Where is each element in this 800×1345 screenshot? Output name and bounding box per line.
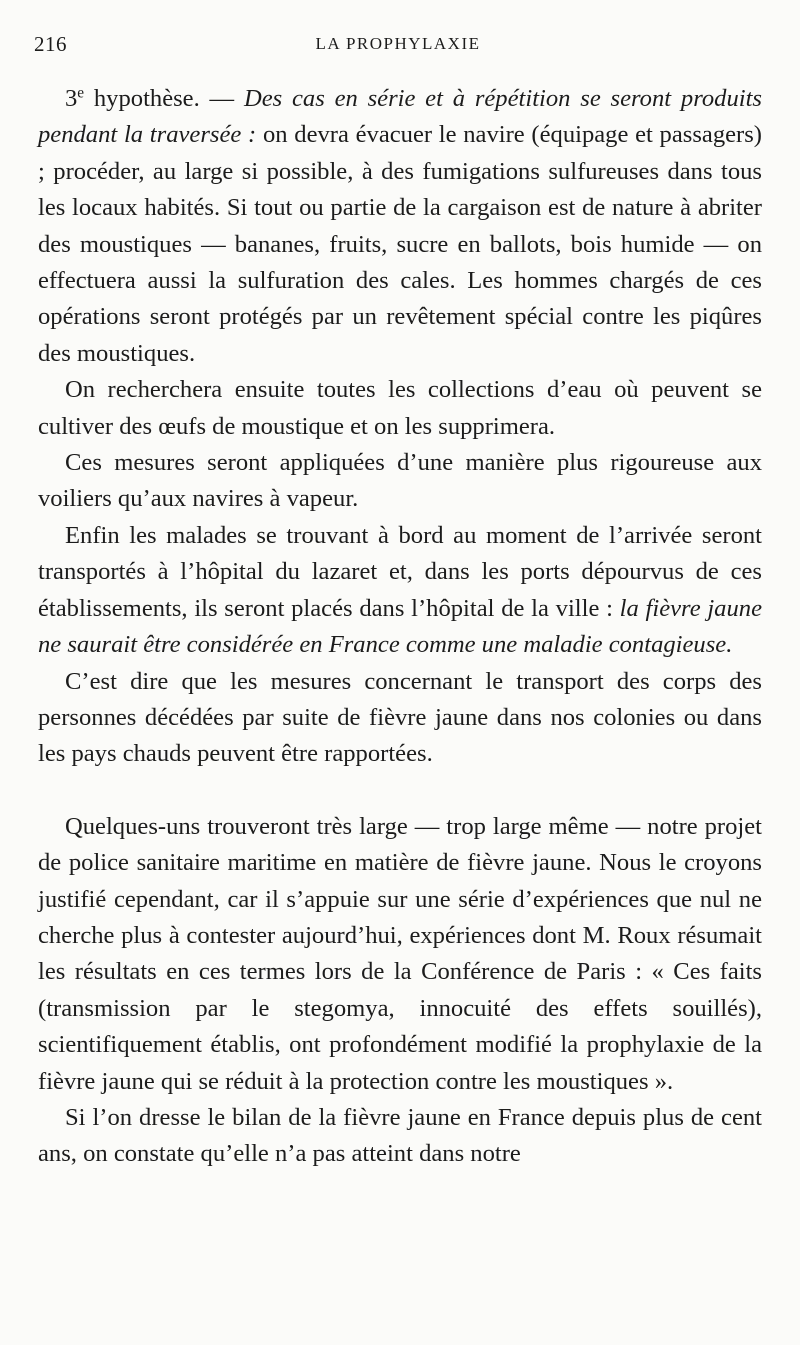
running-head (34, 32, 762, 60)
paragraph-text: Quelques-uns trouveront très large — trop large même — notre projet de police sanitaire maritime en matière de fièvre jaune. Nous le croyons justifié cependant, car il s’appuie sur une série d’expériences que nul ne cherche plus à contester aujourd’hui, expériences dont M. Roux résumait les résultats en ces termes lors de la Conférence de Paris : « Ces faits (transmission par le stegomya, innocuité des effets souillés), scientifiquement établis, ont profondément modifié la prophylaxie de la fièvre jaune qui se réduit à la protection contre les moustiques ». (38, 812, 762, 1095)
ordinal-suffix: e (77, 84, 85, 102)
paragraph-corpse-measures (38, 664, 762, 773)
paragraph-sailing-ships (38, 445, 762, 518)
hypothesis-label: hypothèse. — (84, 85, 244, 112)
paragraph-balance-sheet (38, 1100, 762, 1173)
paragraph-text: Si l’on dresse le bilan de la fièvre jaune en France depuis plus de cent ans, on constate qu’elle n’a pas atteint dans notre (38, 1103, 762, 1168)
body-text (38, 81, 762, 1173)
paragraph-text: C’est dire que les mesures concernant le transport des corps des personnes décédées par suite de fièvre jaune dans nos colonies ou dans les pays chauds peuvent être rapportées. (38, 667, 762, 768)
paragraph-sanitary-policy (38, 809, 762, 1100)
page-number: 216 (34, 32, 67, 56)
hypothesis-statement: Des cas en série et à répétition se seront produits pendant la traversée : (38, 85, 762, 149)
paragraph-patients-transport (38, 518, 762, 664)
running-title: LA PROPHYLAXIE (315, 34, 481, 53)
paragraph-water-collections (38, 372, 762, 445)
emphasized-conclusion: la fièvre jaune ne saurait être considérée en France comme une maladie contagieuse. (38, 594, 762, 659)
paragraph-text: on devra évacuer le navire (équipage et passagers) ; procéder, au large si possible, à des fumigations sulfureuses dans tous les locaux habités. Si tout ou partie de la cargaison est de nature à abriter des moustiques — bananes, fruits, sucre en ballots, bois humide — on effectuera aussi la sulfuration des cales. Les hommes chargés de ces opérations seront protégés par un revêtement spécial contre les piqûres des moustiques. (38, 121, 762, 367)
hypothesis-number: 3 (65, 85, 78, 112)
paragraph-text: Ces mesures seront appliquées d’une manière plus rigoureuse aux voiliers qu’aux navires à vapeur. (38, 449, 762, 513)
paragraph-text: On recherchera ensuite toutes les collections d’eau où peuvent se cultiver des œufs de moustique et on les supprimera. (38, 376, 762, 440)
paragraph-text: Enfin les malades se trouvant à bord au moment de l’arrivée seront transportés à l’hôpital du lazaret et, dans les ports dépourvus de ces établissements, ils seront placés dans l’hôpital de la ville : (38, 521, 762, 622)
paragraph-third-hypothesis (38, 81, 762, 372)
